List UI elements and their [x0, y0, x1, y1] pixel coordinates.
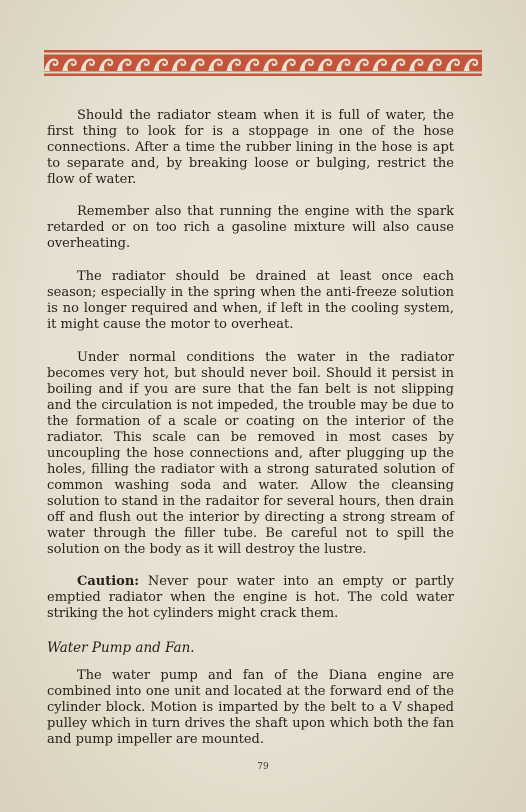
- paragraph-caution: [47, 574, 454, 622]
- paragraph-spark: Remember also that running the engine with the spark retarded or on too rich a gasoline mixture will also cause overheating.: [47, 204, 454, 251]
- page-number: 79: [257, 762, 269, 772]
- paragraph-steam: Should the radiator steam when it is full of water, the first thing to look for is a stoppage in one of the hose connections. After a time the rubber lining in the hose is apt to separate and, by breaking loose or bulging, restrict the flow of water.: [47, 108, 454, 187]
- caution-label: Caution:: [77, 574, 140, 589]
- paragraph-water-pump: The water pump and fan of the Diana engine are combined into one unit and located at the forward end of the cylinder block. Motion is imparted by the belt to a V shaped pulley which in turn drives the shaft upon which both the fan and pump impeller are mounted.: [47, 668, 454, 747]
- section-heading: Water Pump and Fan.: [47, 640, 195, 656]
- body-text: [47, 108, 454, 748]
- paragraph-scale: Under normal conditions the water in the radiator becomes very hot, but should never boil. Should it persist in boiling and if you are sure that the fan belt is not slipping and the circulation is not impeded, the trouble may be due to the formation of a scale or coating on the interior of the radiator. This scale can be removed in most cases by uncoupling the hose connections and, after plugging up the holes, filling the radiator with a strong saturated solution of common washing soda and water. Allow the cleansing solution to stand in the radaitor for several hours, then drain off and flush out the interior by directing a strong stream of water through the filler tube. Be careful not to spill the solution on the body as it will destroy the lustre.: [47, 350, 454, 557]
- paragraph-drain: The radiator should be drained at least once each season; especially in the spring when the anti-freeze solution is no longer required and when, if left in the cooling system, it might cause the motor to overheat.: [47, 269, 454, 332]
- caution-text: Never pour water into an empty or partly emptied radiator when the engine is hot. The cold water striking the hot cylinders might crack them.: [47, 574, 454, 621]
- decorative-wave-border: [44, 50, 482, 76]
